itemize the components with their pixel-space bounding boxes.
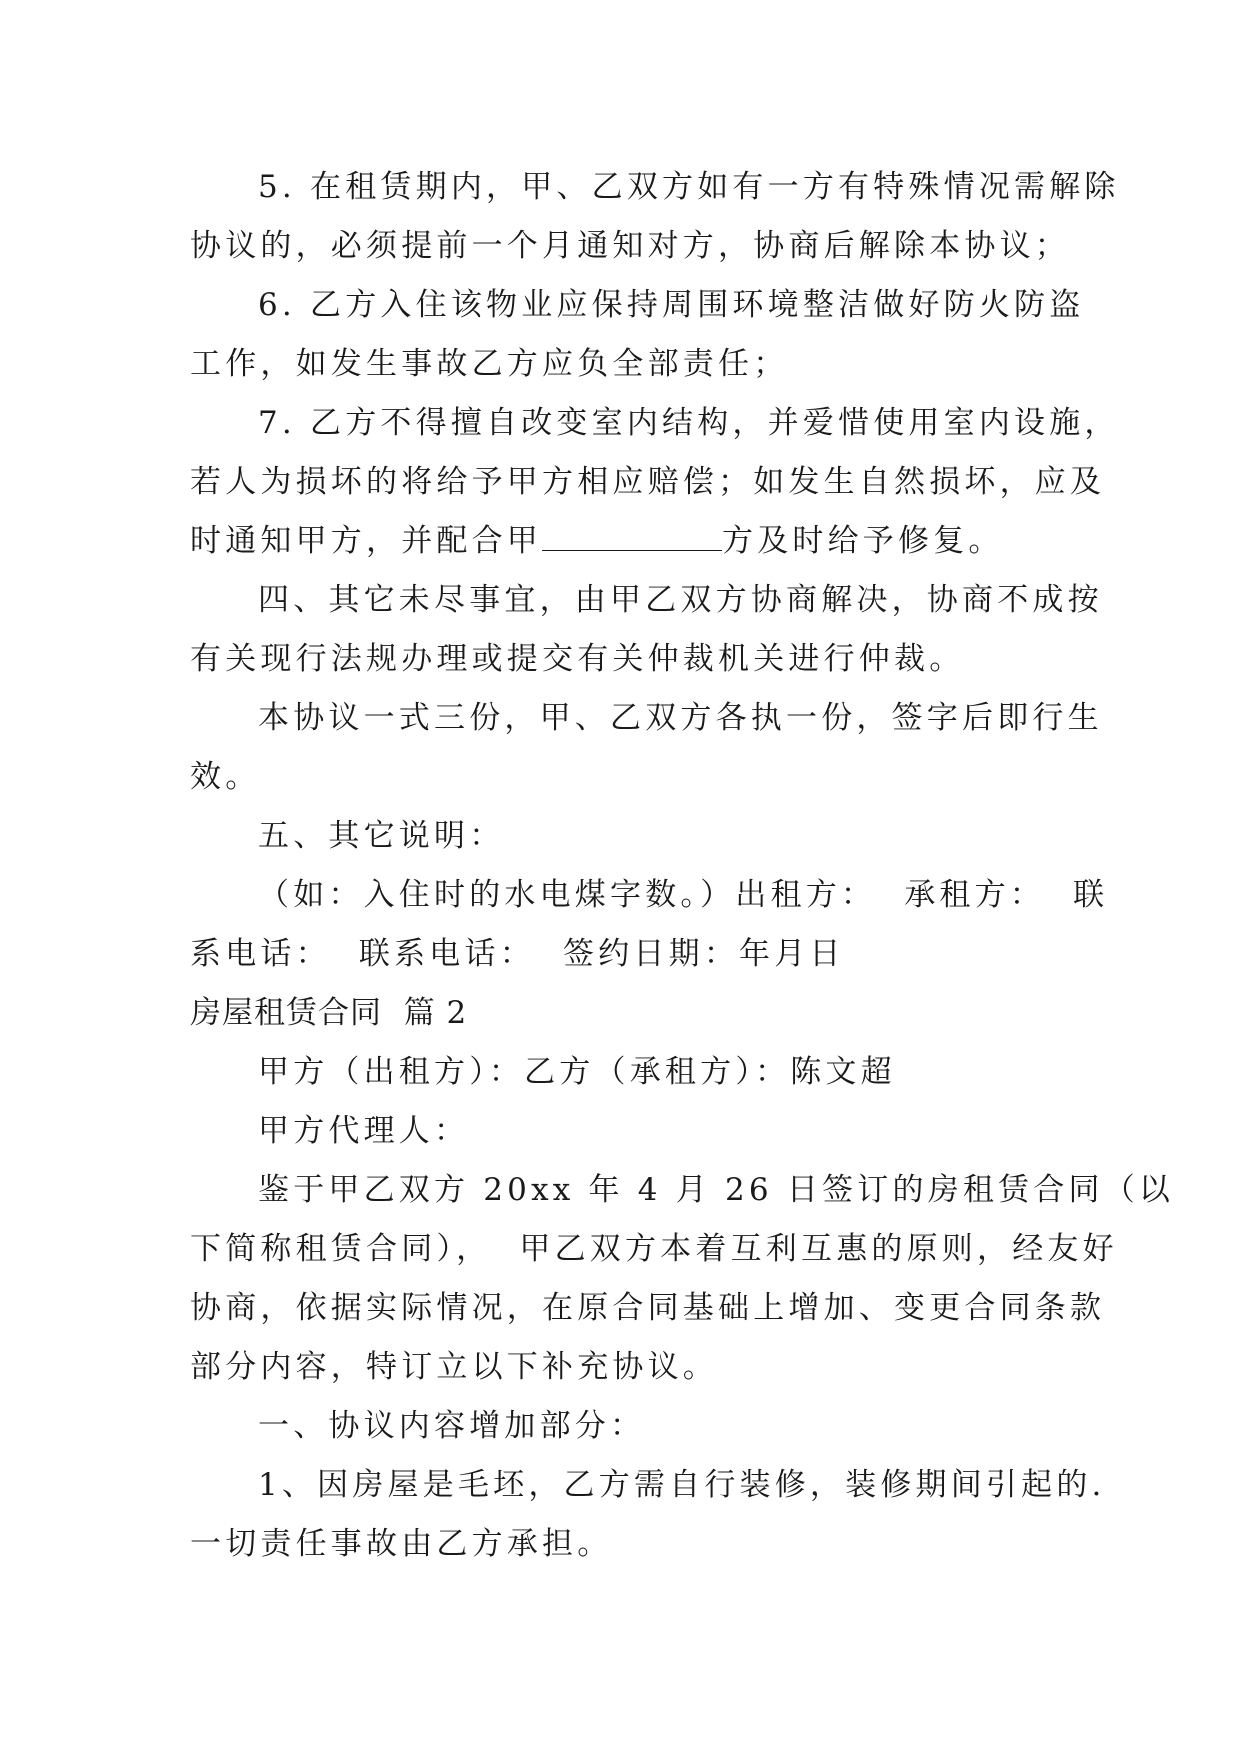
paragraph-line: 甲方代理人： — [258, 1113, 470, 1149]
paragraph-line: 5. 在租赁期内，甲、乙双方如有一方有特殊情况需解除 — [258, 169, 1120, 205]
paragraph-line: 一切责任事故由乙方承担。 — [190, 1526, 613, 1562]
line-text-before-blank: 时通知甲方，并配合甲 — [190, 523, 542, 559]
paragraph-line: 效。 — [190, 759, 261, 795]
paragraph-line: 系电话： 联系电话： 签约日期：年月日 — [190, 936, 845, 972]
paragraph-line: 工作，如发生事故乙方应负全部责任； — [190, 346, 789, 382]
paragraph-line: 有关现行法规办理或提交有关仲裁机关进行仲裁。 — [190, 641, 965, 677]
paragraph-line: 本协议一式三份，甲、乙双方各执一份，签字后即行生 — [258, 700, 1103, 736]
paragraph-line: 7. 乙方不得擅自改变室内结构，并爱惜使用室内设施， — [258, 405, 1120, 441]
paragraph-line: 一、协议内容增加部分： — [258, 1408, 646, 1444]
line-text-after-blank: 方及时给予修复。 — [722, 523, 1004, 559]
paragraph-line: 鉴于甲乙双方 20xx 年 4 月 26 日签订的房租赁合同（以 — [258, 1172, 1175, 1208]
paragraph-line: 甲方（出租方）：乙方（承租方）：陈文超 — [258, 1054, 896, 1090]
paragraph-line: 6. 乙方入住该物业应保持周围环境整洁做好防火防盗 — [258, 287, 1085, 323]
section-heading: 房屋租赁合同 篇 2 — [190, 995, 468, 1031]
paragraph-line: 五、其它说明： — [258, 818, 505, 854]
paragraph-line: 协议的，必须提前一个月通知对方，协商后解除本协议； — [190, 228, 1070, 264]
paragraph-line — [190, 521, 1004, 561]
paragraph-line: 协商，依据实际情况，在原合同基础上增加、变更合同条款 — [190, 1290, 1106, 1326]
paragraph-line: （如：入住时的水电煤字数。）出租方： 承租方： 联 — [258, 877, 1109, 913]
paragraph-line: 四、其它未尽事宜，由甲乙双方协商解决，协商不成按 — [258, 582, 1103, 618]
paragraph-line: 下简称租赁合同）， 甲乙双方本着互利互惠的原则，经友好 — [190, 1231, 1118, 1267]
paragraph-line: 部分内容，特订立以下补充协议。 — [190, 1349, 718, 1385]
paragraph-line: 若人为损坏的将给予甲方相应赔偿；如发生自然损坏，应及 — [190, 464, 1106, 500]
fill-in-blank — [542, 524, 722, 551]
paragraph-line: 1、因房屋是毛坯，乙方需自行装修，装修期间引起的. — [258, 1467, 1106, 1503]
